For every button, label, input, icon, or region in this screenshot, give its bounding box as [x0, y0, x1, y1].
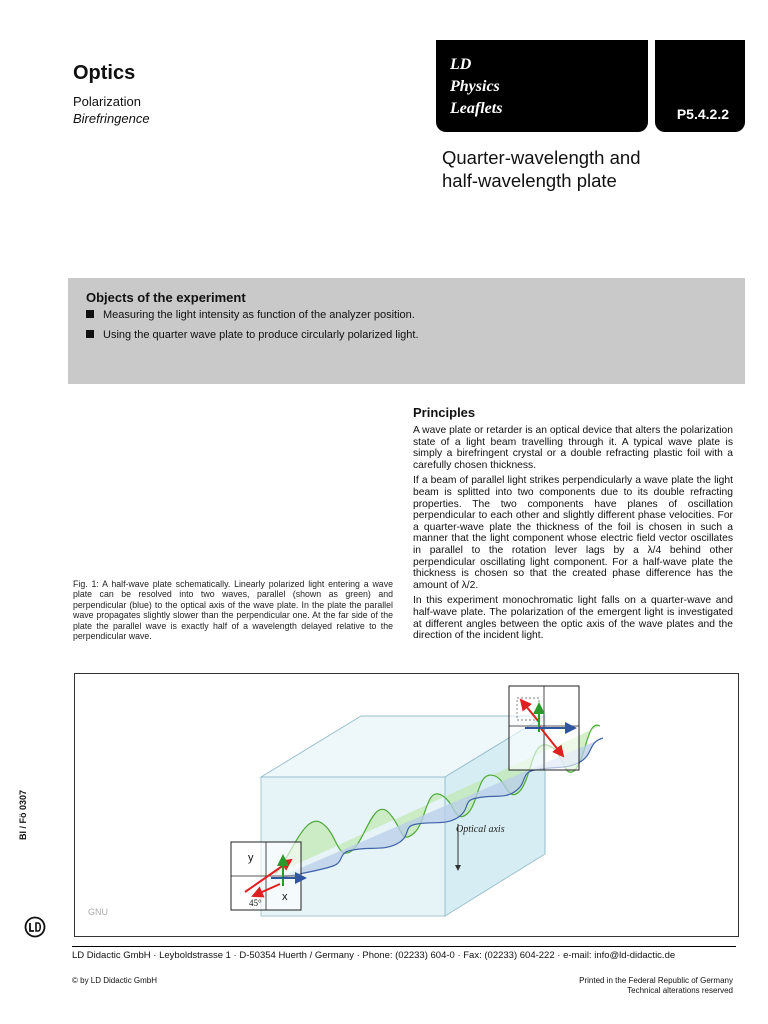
axis-y-label: y — [248, 852, 254, 864]
brand-line-1: LD — [450, 56, 472, 73]
objective-item — [86, 329, 419, 341]
document-title-line-2: half-wavelength plate — [442, 170, 617, 191]
brand-box — [436, 40, 648, 132]
footer-rights: Technical alterations reserved — [627, 986, 733, 995]
footer-printed-info — [579, 976, 733, 996]
document-title-line-1: Quarter-wavelength and — [442, 147, 641, 168]
brand-line-2: Physics — [450, 78, 500, 95]
figure-wave-plate — [74, 673, 739, 937]
angle-label: 45° — [249, 898, 262, 908]
objective-item — [86, 309, 415, 321]
bullet-square-icon — [86, 330, 94, 338]
footer-address: LD Didactic GmbH · Leyboldstrasse 1 · D-50354 Huerth / Germany · Phone: (02233) 604-0 · Fax: (02233) 604-222 · e-mail: info@ld-didactic.de — [72, 950, 676, 961]
wave-plate-diagram — [75, 674, 738, 936]
brand-line-3: Leaflets — [450, 100, 503, 117]
axis-x-label: x — [282, 891, 288, 903]
section-title: Optics — [73, 62, 136, 84]
bullet-square-icon — [86, 310, 94, 318]
document-title — [442, 146, 742, 192]
leaflet-code: P5.4.2.2 — [676, 106, 729, 122]
principles-paragraph: In this experiment monochromatic light falls on a quarter-wave and half-wave plate. The polarization of the emergent light is investigated at different angles between the optic axis of the wave plates and the direction of the incident light. — [413, 595, 733, 642]
footer-printed: Printed in the Federal Republic of Germany — [579, 976, 733, 985]
input-polarization-frame — [231, 842, 305, 910]
output-polarization-frame — [509, 686, 579, 770]
copyright-icon: © — [72, 976, 81, 985]
footer-copyright — [72, 976, 157, 985]
footer-copyright-text: by LD Didactic GmbH — [80, 976, 158, 985]
leaflet-code-box — [655, 40, 745, 132]
objective-text: Measuring the light intensity as function of the analyzer position. — [103, 309, 415, 321]
principles-paragraph: If a beam of parallel light strikes perpendicularly a wave plate the light beam is splitted into two components due to its double refracting properties. The two components have planes of oscillation perpendicular to each other and slightly different phase velocities. For a quarter-wave plate the thickness of the foil is chosen in such a manner that the light component whose electric field vector oscillates in parallel to the rotation lever lags by a λ/4 behind other perpendicular oscillating light component. For a half-wave plate the thickness is chosen so that the created phase difference has the amount of λ/2. — [413, 475, 733, 591]
ld-logo-icon — [24, 916, 46, 938]
optical-axis-label: Optical axis — [456, 824, 505, 835]
principles-paragraph: A wave plate or retarder is an optical device that alters the polarization state of a light beam travelling through it. A typical wave plate is simply a birefringent crystal or a double refracting plastic foil with a carefully chosen thickness. — [413, 425, 733, 471]
section-subtitle: Polarization — [73, 94, 141, 109]
objectives-box — [68, 278, 745, 384]
principles-heading: Principles — [413, 405, 476, 420]
principles-body — [413, 425, 733, 646]
side-document-code: BI / Fö 0307 — [18, 789, 28, 840]
footer-divider — [72, 946, 736, 947]
objective-text: Using the quarter wave plate to produce circularly polarized light. — [103, 329, 419, 341]
figure-caption: Fig. 1: A half-wave plate schematically. Linearly polarized light entering a wave plate can be resolved into two waves, parallel (shown as green) and perpendicular (blue) to the optical axis of the wave plate. In the plate the parallel wave propagates slightly slower than the perpendicular one. At the far side of the plate the parallel wave is exactly half of a wavelength delayed relative to the perpendicular wave. — [73, 579, 393, 642]
gnu-watermark: GNU — [88, 907, 108, 917]
objectives-heading: Objects of the experiment — [86, 290, 246, 305]
section-subtopic: Birefringence — [73, 111, 150, 126]
